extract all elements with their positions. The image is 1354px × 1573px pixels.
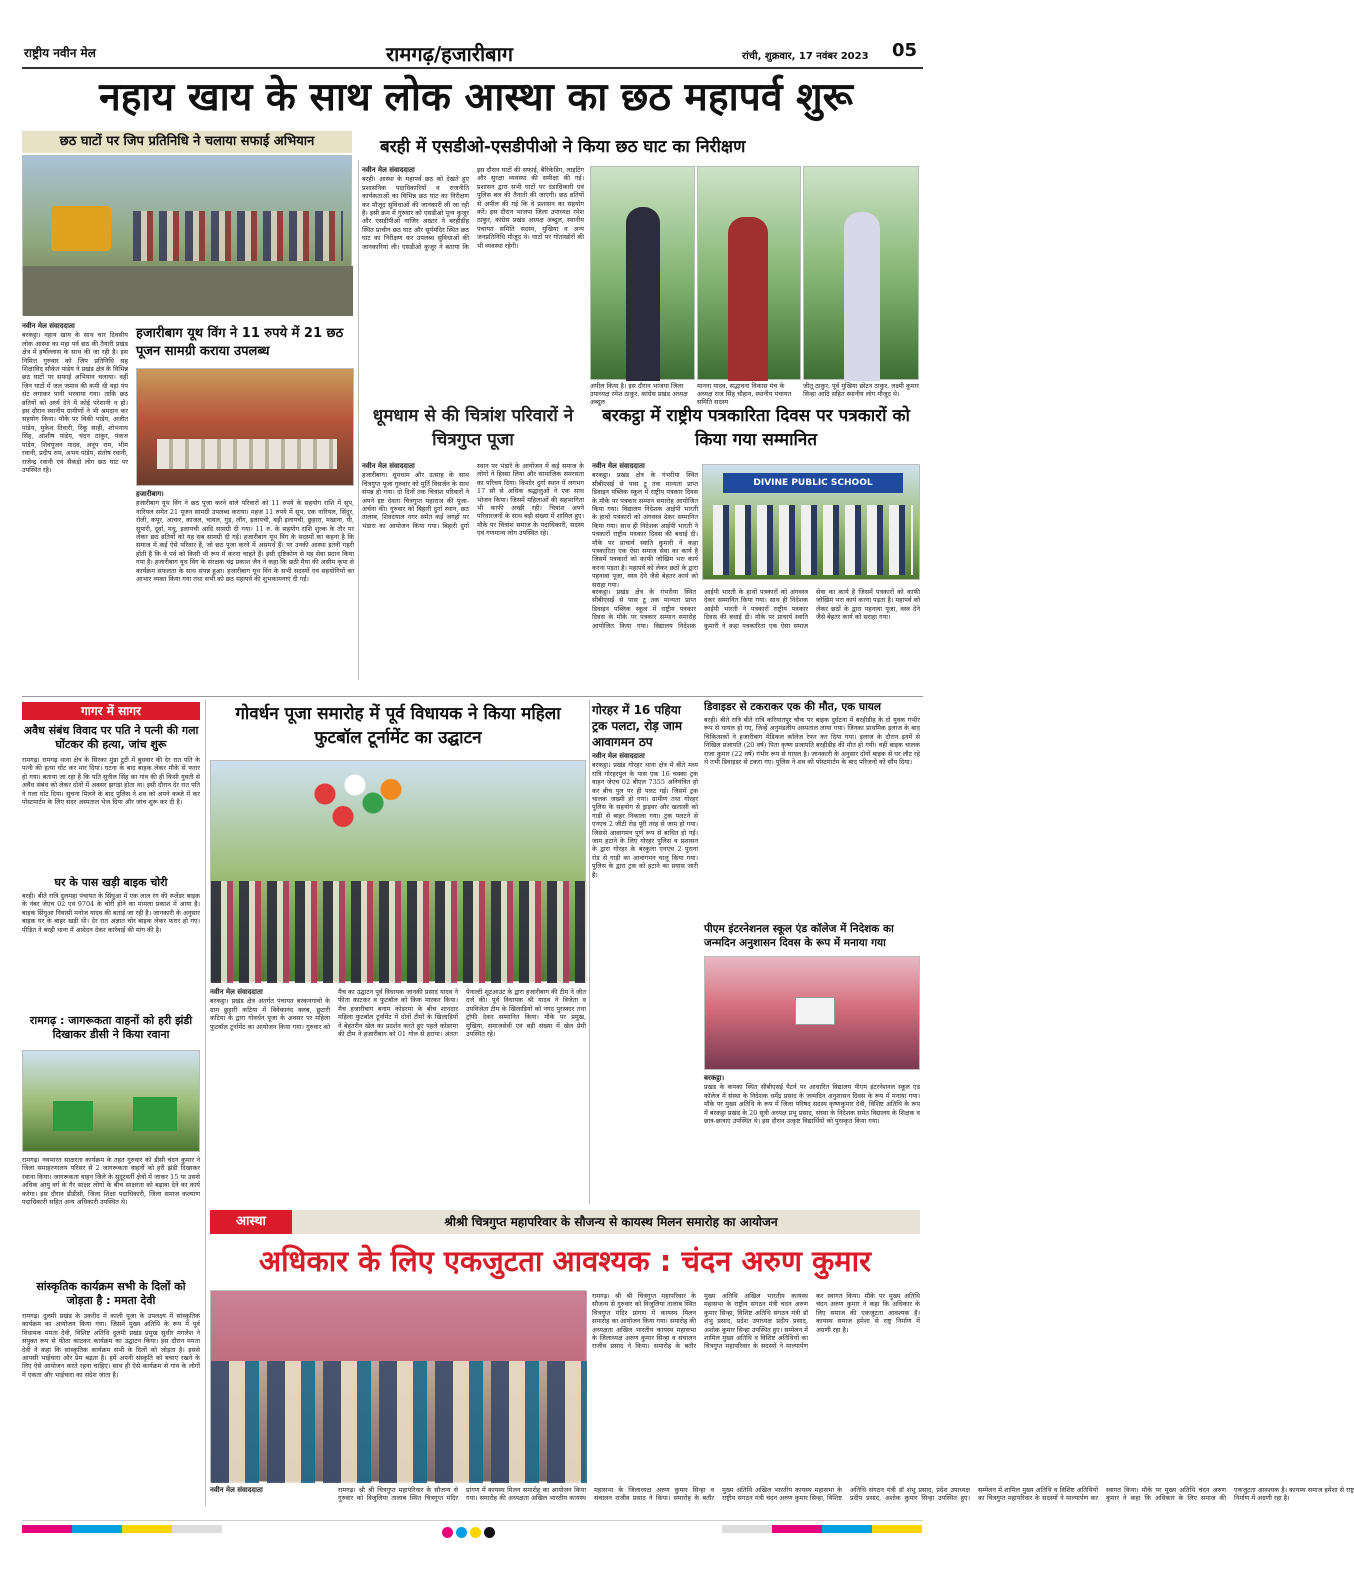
story-accident-text: बरही। बीते रात्रि बीते रात्रि करियातपुर चौक पर बाइक दुर्घटना में बरहीडीह के दो युवक गंभीर रूप से घायल हो गए, जिन्हें अनुमंडलीय अस्पताल लाया गया। जिनका प्राथमिक इलाज के बाद चिकित्सकों ने हजारीबाग मेडिकल कॉलेज रेफर कर दिया गया। इलाज के दौरान इनमें से निखिल प्रजापति (20 वर्ष) पिता कृष्ण प्रजापति बरहीडीह की मौत हो गयी। वहीं बाइक चालक राजा कुमार (22 वर्ष) गंभीर रूप से घायल है। जानकारी के अनुसार दोनों बाइक से घर लौट रहे थे तभी डिवाइडर से टकरा गए। पुलिस ने शव को पोस्टमार्टम के बाद परिजनों को सौंप दिया। (704, 716, 920, 767)
section-tag-aastha: आस्था (210, 1210, 292, 1234)
aastha-banner (210, 1210, 920, 1234)
story-truck-text: नवीन मेल संवाददाता बरकट्ठा। प्रखंड गोरहर थाना क्षेत्र में बीते मध्य रात्रि गोरहरपुल के पास एक 16 चक्का ट्रक वाहन जेएच 02 बीएल 7355 अनियंत्रित हो कर बीच पुल पर ही पलट गई। जिसमें ट्रक चालक जख्मी हो गया। ग्रामीण तथा गोरहर पुलिस के सहयोग से ड्राइवर और खलासी को गाड़ी से बाहर निकाला गया। ट्रक पलटने से एनएच 2 जीटी रोड पूरी तरह से जाम हो गया। जिससे आवागमन पूर्ण रूप से बाधित हो गई। जाम हटाने के लिए गोरहर पुलिस व प्रशासन के द्वारा गोरहर के बरकुला एनएच 2 पुराना रोड से गाड़ी का आवागमन चालू किया गया। पुलिस के द्वारा ट्रक को हटाने का प्रयास जारी है। (592, 751, 698, 879)
vehicle (53, 1101, 93, 1131)
registration-marks-left (22, 1525, 222, 1533)
barhi-caption-2: मानना यादव, सद्भावना विकास मंच के अध्यक्ष राज सिंह चौहान, स्थानीय पंचायत समिति सदस्य (697, 382, 792, 406)
story-kayastha-text: नवीन मेल संवाददाता रामगढ़। श्री श्री चित्रगुप्त महापरिवार के सौजन्य से गुरुवार को विजुलिया तालाब स्थित चित्रगुप्त मंदिर प्रांगण में कायस्थ मिलन समारोह का आयोजन किया गया। समारोह की अध्यक्षता अखिल भारतीय कायस्थ महासभा के जिलाध्यक्ष अरुण कुमार सिन्हा व संचालन राजीव प्रसाद ने किया। समारोह के बतौर मुख्य अतिथि अखिल भारतीय कायस्थ महासभा के राष्ट्रीय संगठन मंत्री चंदन अरुण कुमार सिन्हा, विशिष्ट अतिथि संगठन मंत्री डॉ शंभु प्रसाद, प्रदेश उपाध्यक्ष प्रदीप प्रसाद, अशोक कुमार सिन्हा उपस्थित हुए। सम्मेलन में शामिल मुख्य अतिथि व विशिष्ट अतिथियों का चित्रगुप्त महापरिवार के सदस्यों ने माल्यार्पण कर स्वागत किया। मौके पर मुख्य अतिथि चंदन अरुण कुमार ने कहा कि अधिकार के लिए समाज की एकजुटता आवश्यक है। कायस्थ समाज हमेशा से राष्ट्र निर्माण में अग्रणी रहा है। (210, 1485, 1354, 1503)
story-cleanup-headline: छठ घाटों पर जिप प्रतिनिधि ने चलाया सफाई अभियान (59, 134, 315, 149)
story-kayastha-headline: अधिकार के लिए एकजुटता आवश्यक : चंदन अरुण कुमार (258, 1244, 872, 1278)
story-barhi-headline: बरही में एसडीओ-एसडीपीओ ने किया छठ घाट का निरीक्षण (380, 137, 746, 157)
section-title: रामगढ़/हजारीबाग (386, 42, 514, 66)
story-cleanup-text: नवीन मेल संवाददाता बरकट्ठा। नहाय खाय के साथ चार दिवसीय लोक आस्था का महा पर्व छठ की तैयारी प्रखंड क्षेत्र में हर्षोल्लास के साथ की जा रही है। इस निमित्त गुरुवार को जिप प्रतिनिधि सह शिक्षाविद सौकेत पांडेय ने प्रखंड क्षेत्र के विभिन्न छठ घाटों पर सफाई अभियान चलाया। वहीं जिन घाटों में जल जमाव की कमी थी वहां पंप सेट लगाकर पानी भरवाया गया। ताकि छठ व्रतियों को अर्घ्य देने में कोई परेशानी न हो। इस दौरान स्थानीय ग्रामीणों ने भी श्रमदान कर सहयोग किया। मौके पर विकी पांडेय, अजीत पांडेय, मुकेश तिवारी, रिंकू साही, शोभनाथ सिंह, आशीष पांडेय, चंदन ठाकुर, पंकज पांडेय, शिवपूजन यादव, अनूप राम, भीम रवानी, प्रदीप राम, अभय पांडेय, संतोष रवानी, राजेन्द्र रवानी एवं सैकड़ो लोग छठ घाट पर उपस्थित रहे। (22, 321, 128, 474)
awareness-photo (22, 1050, 200, 1152)
column-divider (205, 700, 206, 1506)
story-awareness-text: रामगढ़। नवभारत साक्षरता कार्यक्रम के तहत गुरुवार को डीसी चंदन कुमार ने जिला समाहरणालय परिसर से 2 जागरूकता वाहनों को हरी झंडी दिखाकर रवाना किया। जागरूकता वाहन जिले के सुदूरवर्ती क्षेत्रों में जाकर 15 या उससे अधिक आयु वर्ग के गैर साक्षर लोगों के बीच साक्षरता को बढ़ावा देने का कार्य करेगा। इस दौरान डीडीसी, जिला शिक्षा पदाधिकारी, जिला समाज कल्याण पदाधिकारी सहित अन्य अधिकारी उपस्थित थे। (22, 1156, 200, 1207)
section-rule (22, 696, 923, 697)
story-journalism-text: नवीन मेल संवाददाता बरकट्ठा। प्रखंड क्षेत्र के गंभरीया स्थित सीबीएसई से पास टू तक मान्यता प्राप्त डिवाइन पब्लिक स्कूल में राष्ट्रीय पत्रकार दिवस के मौके पर पत्रकार सम्मान समारोह आयोजित किया गया। विद्यालय निदेशक आईपी भारती के हाथों पत्रकारों को अंगवस्त्र देकर सम्मानित किया गया। साथ ही निदेशक आईपी भारती ने पत्रकारों राष्ट्रीय पत्रकार दिवस की बधाई दी। मौके पर प्राचार्य स्वाति कुमारी ने कहा पत्रकारिता एक ऐसा समाज सेवा का कार्य है जिसमें पत्रकारों को काफी जोखिम भरा कार्य करना पड़ता है। महापर्व को लेकर छठों के द्वारा पहनावा पूजा, वस्त्र देने जैसे बेहतर कार्य को सराहा गया। (592, 461, 698, 589)
brand-logo: राष्ट्रीय नवीन मेल (24, 46, 96, 60)
story-cleanup-headline-box (22, 131, 352, 153)
kayastha-photo (210, 1290, 586, 1482)
school-banner (723, 473, 903, 493)
swatch-magenta (442, 1527, 453, 1538)
dateline: रांची, शुक्रवार, 17 नवंबर 2023 (742, 51, 869, 62)
award-certificate (795, 997, 835, 1025)
football-photo (210, 760, 586, 982)
vehicle (133, 1097, 177, 1131)
registration-marks-right (722, 1525, 922, 1533)
crowd (211, 881, 587, 983)
barhi-caption-1: अपील किया है। इस दौरान भाजपा जिला उपाध्यक्ष रमेश ठाकुर, कांग्रेस प्रखंड अध्यक्ष अब्दुल (590, 382, 688, 406)
story-pmschool-text: बरकट्ठा। प्रखंड के कपका स्थित सीबीएसई पैटर्न पर आधारित विद्यालय पीएम इंटरनेशनल स्कूल एंड कॉलेज में संस्था के निदेशक धर्मेंद्र प्रसाद के जन्मदिन अनुशासन दिवस के रूप में मनाया गया। मौके पर मुख्य अतिथि के रूप में जिला परिषद सदस्य कृष्णकुमार देवी, विशिष्ट अतिथि के रूप में बरकट्ठा प्रखंड के 20 सूत्री अध्यक्ष प्रभु प्रसाद, संस्था के निदेशक समेत विद्यालय के शिक्षक व छात्र-छात्राएं उपस्थित थे। इस दौरान उत्कृष्ट विद्यार्थियों को पुरस्कृत किया गया। (704, 1073, 920, 1126)
cleanup-photo (22, 155, 352, 315)
registration-dots (442, 1523, 522, 1535)
story-murder-headline: अवैध संबंध विवाद पर पति ने पत्नी की गला घोंटकर की हत्या, जांच शुरू (23, 724, 199, 751)
stage-backdrop (211, 1291, 587, 1361)
story-accident-headline: डिवाइडर से टकराकर एक की मौत, एक घायल (704, 701, 882, 713)
story-kayastha-kicker: श्रीश्री चित्रगुप्त महापरिवार के सौजन्य से कायस्थ मिलन समारोह का आयोजन (444, 1215, 778, 1229)
column-divider (358, 160, 359, 680)
page-number: 05 (892, 40, 918, 61)
people-row (713, 505, 913, 575)
story-culture-text: रामगढ़। दुलमी प्रखंड के उकरीद में काली पूजा के उपलक्ष्य में सांस्कृतिक कार्यक्रम का आयोजन किया गया। जिसमें मुख्य अतिथि के रूप में पूर्व विधायक ममता देवी, विशिष्ट अतिथि दुलमी प्रखंड प्रमुख सुधीर मंगलेश ने संयुक्त रूप से फीता काटकर कार्यक्रम का उद्घाटन किया। इस दौरान ममता देवी ने कहा कि सांस्कृतिक कार्यक्रम सभी के दिलों को जोड़ता है। इससे आपसी भाईचारा और प्रेम बढ़ता है। हमें अपनी संस्कृति को बचाए रखने के लिए ऐसे आयोजन करते रहना चाहिए। साथ ही ऐसे कार्यक्रम से गांव के लोगों में एकता और भाईचारा का संदेश जाता है। (22, 1312, 200, 1379)
column-divider (589, 700, 590, 1204)
story-youthwing-text: हजारीबाग। हजारीबाग यूथ विंग ने छठ पूजा करने वाले परिवारों को 11 रुपये के सहयोग राशि में सूप, नारियल समेत 21 पूजन सामग्री उपलब्ध कराया। महज 11 रुपये में सूप, एक नारियल, सिंदूर, रोली, कपूर, आचार, काजल, चावल, गुड़, लौंग, इलायची, बड़ी इलायची, छुहारा, मखाना, घी, सुपारी, दूर्वा, मधु, इलायची आदि सामग्री दी गया। 11 रु. के सहयोग राशि शुल्क के तौर पर लेकर छठ व्रतियों को यह सब सामग्री दी गई। हजारीबाग यूथ विंग के सदस्यों का कहना है कि समाज में कई ऐसे परिवार हैं, जो छठ पूजा करने में असमर्थ हैं। पर उनकी आस्था इतनी गहरी होती है कि वे पर्व को किसी भी रूप में करना चाहते हैं। इसी दृष्टिकोण से यह सेवा प्रदान किया गया है। हजारीबाग यूथ विंग के संरक्षक चंद्र प्रकाश जैन ने कहा कि छठी मैया की असीम कृपा से कार्यक्रम सफलता के साथ संपन्न हुआ। हजारीबाग यूथ विंग के सभी सदस्यों एवं सहयोगियों का आभार व्यक्त किया गया तथा सभी को छठ महापर्व की शुभकामनाएं दी गईं। (136, 489, 354, 584)
story-football-text: नवीन मेल संवाददाता बरकट्ठा। प्रखंड क्षेत्र अंतर्गत पंचायत बरकनगांवो के ग्राम छुट्टारी कटिया में विवेकानंद क्लब, छुटारी कटिया के द्वारा गोवर्धन पूजा के अवसर पर महिला फुटबॉल टूर्नामेंट का आयोजन किया गया। गुरुवार को मैच का उद्घाटन पूर्व विधायक जानकी प्रसाद यादव ने फीता काटकर व फुटबॉल को किक मारकर किया। मैच हजारीबाग बनाम कोडरमा के बीच शानदार महिला फुटबॉल टूर्नामेंट में दोनों टीमों के खिलाड़ियों ने बेहतरीन खेल का प्रदर्शन करते हुए पहले कोडरमा की टीम ने हजारीबाग को 01 गोल से हराया। अंततः पेनाल्टी शूटआउट के द्वारा हजारीबाग की टीम ने जीत दर्ज की। पूर्व विधायक श्री यादव ने विजेता व उपविजेता टीम के खिलाड़ियों को नगद पुरस्कार तथा ट्रॉफी देकर सम्मानित किया। मौके पर प्रमुख, मुखिया, समाजसेवी एवं बड़ी संख्या में खेल प्रेमी उपस्थित रहे। (210, 987, 586, 1039)
pmschool-photo (704, 956, 920, 1070)
youthwing-photo (136, 368, 354, 486)
bottom-color-bar (22, 1520, 923, 1534)
story-bike-headline: घर के पास खड़ी बाइक चोरी (54, 876, 168, 889)
story-awareness-headline: रामगढ़ : जागरूकता वाहनों को हरी झंडी दिखाकर डीसी ने किया रवाना (29, 1014, 193, 1041)
people-group (133, 211, 343, 261)
story-journalism-headline: बरकट्ठा में राष्ट्रीय पत्रकारिता दिवस पर पत्रकारों को किया गया सम्मानित (602, 406, 910, 450)
balloons (301, 767, 421, 857)
story-chitragupta-text: नवीन मेल संवाददाता हजारीबाग। धूमधाम और उत्साह के साथ चित्रगुप्त पूजा गुरुवार को मूर्ति विसर्जन के साथ संपन्न हो गया। दो दिनों तक चित्रांश परिवारों ने अपने इष्ट देवता चित्रगुप्त महाराज की पूजा-अर्चना की। गुरुवार को बिहारी दुर्गा स्थान, छठ तालाब, शिवदयाल नगर समेत कई जगहों पर भंडारा का आयोजन किया गया। बिहारी दुर्गा स्थान पर भंडारे के आयोजन में कई समाज के लोगों ने हिस्सा लिया और सामाजिक समरसता का परिचय दिया। किशोर दुर्गा स्थान में लगभग 17 सौ से अधिक श्रद्धालुओं ने एक साथ भोजन किया। जिसमें महिलाओं की सहभागिता भी काफी अच्छी रही। चित्रांश अपने परिवारजनों के साथ बड़ी संख्या में शामिल हुए। मौके पर चित्रांश समाज के पदाधिकारी, सदस्य एवं गणमान्य लोग उपस्थित रहे। (362, 461, 584, 538)
seated-people (211, 1361, 587, 1483)
masthead (22, 36, 923, 66)
swatch-yellow (470, 1527, 481, 1538)
person (844, 212, 880, 381)
section-tag-gagar: गागर में सागर (22, 702, 200, 720)
masthead-rule (22, 67, 923, 69)
swatch-cyan (456, 1527, 467, 1538)
school-banner-label: DIVINE PUBLIC SCHOOL (753, 478, 873, 488)
table-items (157, 439, 337, 469)
story-chitragupta-headline: धूमधाम से की चित्रांश परिवारों ने चित्रगुप्त पूजा (372, 406, 574, 450)
barhi-photo-1 (590, 166, 695, 380)
swatch-black (484, 1527, 495, 1538)
lead-headline: नहाय खाय के साथ लोक आस्था का छठ महापर्व शुरू (99, 75, 853, 120)
story-truck-headline: गोरहर में 16 पहिया ट्रक पलटा, रोड़ जाम आवागमन ठप (592, 703, 683, 749)
story-kayastha-text-2: रामगढ़। श्री श्री चित्रगुप्त महापरिवार के सौजन्य से गुरुवार को विजुलिया तालाब स्थित चित्रगुप्त मंदिर प्रांगण में कायस्थ मिलन समारोह का आयोजन किया गया। समारोह की अध्यक्षता अखिल भारतीय कायस्थ महासभा के जिलाध्यक्ष अरुण कुमार सिन्हा व संचालन राजीव प्रसाद ने किया। समारोह के बतौर मुख्य अतिथि अखिल भारतीय कायस्थ महासभा के राष्ट्रीय संगठन मंत्री चंदन अरुण कुमार सिन्हा, विशिष्ट अतिथि संगठन मंत्री डॉ शंभु प्रसाद, प्रदेश उपाध्यक्ष प्रदीप प्रसाद, अशोक कुमार सिन्हा उपस्थित हुए। सम्मेलन में शामिल मुख्य अतिथि व विशिष्ट अतिथियों का चित्रगुप्त महापरिवार के सदस्यों ने माल्यार्पण कर स्वागत किया। मौके पर मुख्य अतिथि चंदन अरुण कुमार ने कहा कि अधिकार के लिए समाज की एकजुटता आवश्यक है। कायस्थ समाज हमेशा से राष्ट्र निर्माण में अग्रणी रहा है। (592, 1292, 920, 1351)
story-youthwing-headline: हजारीबाग यूथ विंग ने 11 रुपये में 21 छठ पूजन सामग्री कराया उपलब्ध (136, 326, 344, 359)
story-pmschool-headline: पीएम इंटरनेशनल स्कूल एंड कॉलेज में निदेशक का जन्मदिन अनुशासन दिवस के रूप में मनाया गया (704, 923, 894, 949)
story-journalism-text-2: बरकट्ठा। प्रखंड क्षेत्र के गंभरीया स्थित सीबीएसई से पास टू तक मान्यता प्राप्त डिवाइन पब्लिक स्कूल में राष्ट्रीय पत्रकार दिवस के मौके पर पत्रकार सम्मान समारोह आयोजित किया गया। विद्यालय निदेशक आईपी भारती के हाथों पत्रकारों को अंगवस्त्र देकर सम्मानित किया गया। साथ ही निदेशक आईपी भारती ने पत्रकारों राष्ट्रीय पत्रकार दिवस की बधाई दी। मौके पर प्राचार्य स्वाति कुमारी ने कहा पत्रकारिता एक ऐसा समाज सेवा का कार्य है जिसमें पत्रकारों को काफी जोखिम भरा कार्य करना पड़ता है। महापर्व को लेकर छठों के द्वारा पहनावा पूजा, वस्त्र देने जैसे बेहतर कार्य को सराहा गया। (592, 588, 920, 630)
pond (23, 266, 353, 316)
story-murder-text: रामगढ़। रामगढ़ थाना क्षेत्र के सिरका मुंडा टुटी में बुधवार की देर रात पति के पत्नी की हत्या घोंट कर मार दिया। घटना के बाद बाहक लेकर मौके से फरार हो गया। बताया जा रहा है कि पति सुनील सिंह का गांव की ही किसी युवती से अवैध संबंध को लेकर दोनों में अक्सर झगड़ा होता था। इसी दौरान देर रात पति ने गला घोंट दिया। सूचना मिलने के बाद पुलिस ने शव को अपने कब्जे में कर पोस्टमार्टम के लिए सदर अस्पताल भेज दिया और जांच शुरू कर दी है। (22, 756, 200, 807)
person (728, 217, 768, 381)
journalism-photo (702, 464, 920, 580)
person (626, 207, 660, 381)
story-barhi-text: नवीन मेल संवाददाता बरही। आस्था के महापर्व छठ को देखते हुए प्रशासनिक पदाधिकारियों व राजनीति कार्यकताओं का विभिन्न छठ घाट का निरीक्षण कर मौजूद सुविधाओं की जानकारी ली जा रही है। इसी क्रम में गुरुवार को एसडीओ पून्य कुजूर और एसडीपीओ नाजिर अख्तर ने बरहीडीह स्थित प्राचीन छठ घाट और सूर्यमंदिर स्थित छठ घाट का निरीक्षण कर उपलब्ध सुविधाओं की जानकारियां ली। एसडीओ कुजूर ने बताया कि इस दौरान घाटों की सफाई, बैरिकेडिंग, लाइटिंग और सुरक्षा व्यवस्था की समीक्षा की गई। प्रशासन द्वारा सभी घाटों पर दंडाधिकारी एवं पुलिस बल की तैनाती की जाएगी। छठ व्रतियों से अपील की गई कि वे प्रशासन का सहयोग करें। इस दौरान भाजपा जिला उपाध्यक्ष रमेश ठाकुर, कांग्रेस प्रखंड अध्यक्ष अब्दुल, स्थानीय पंचायत समिति सदस्य, मुखिया व अन्य जनप्रतिनिधि मौजूद थे। घाटों पर गोताखोरों की भी व्यवस्था रहेगी। (362, 165, 584, 251)
barhi-photo-3 (803, 166, 919, 380)
barhi-caption-3: जीतू ठाकुर, पूर्व मुखिया छोटन ठाकुर, लक्ष्मी कुमार सिन्हा आदि सहित स्थानीय लोग मौजूद थे। (803, 382, 919, 398)
story-bike-text: बरही। बीते रात्रि दुलमहा पंचायत के सिंघुआ में एक लाल रंग की स्प्लेंडर बाइक के नंबर जेएच 02 एवं 9704 के चोरी होने का मामला प्रकाश में आया है। बाइक सिंघुआ निवासी मनोज यादव की बताई जा रही है। जानकारी के अनुसार बाइक घर के बाहर खड़ी थी। देर रात अज्ञात चोर बाइक लेकर फरार हो गए। पीड़ित ने बरही थाना में आवेदन देकर कार्रवाई की मांग की है। (22, 892, 200, 934)
excavator (51, 206, 111, 251)
story-football-headline: गोवर्धन पूजा समारोह में पूर्व विधायक ने किया महिला फुटबॉल टूर्नामेंट का उद्घाटन (235, 704, 561, 748)
barhi-photo-2 (697, 166, 801, 380)
story-culture-headline: सांस्कृतिक कार्यक्रम सभी के दिलों को जोड़ता है : ममता देवी (36, 1280, 186, 1307)
